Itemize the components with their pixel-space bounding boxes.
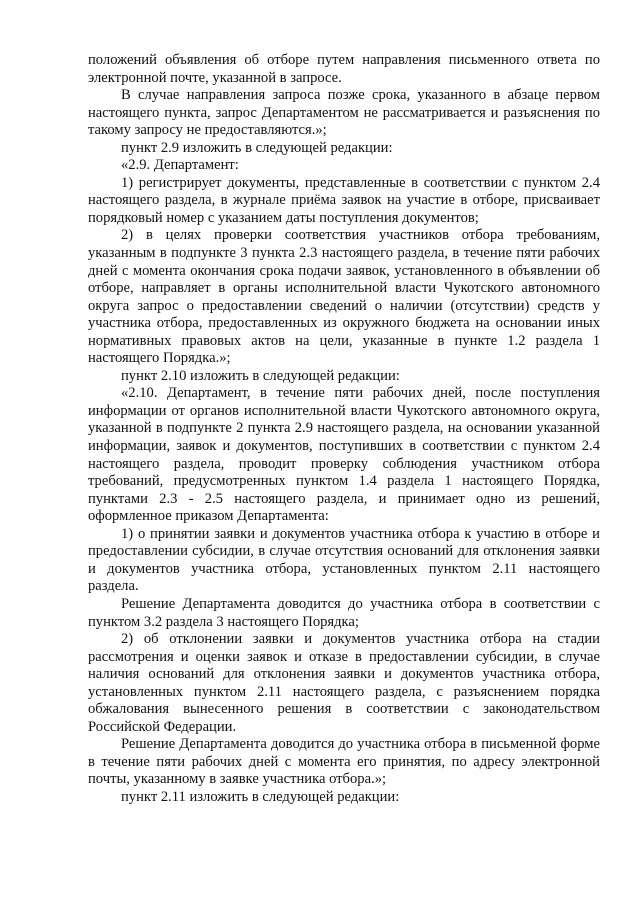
paragraph: пункт 2.11 изложить в следующей редакции: [121, 788, 400, 805]
paragraph: Решение Департамента доводится до участника отбора в письменной форме в течение пяти рабочих дней с момента его принятия, по адресу электронной почты, указанному в заявке участника отбора.»; [88, 736, 600, 788]
paragraph: «2.10. Департамент, в течение пяти рабочих дней, после поступления информации от органов исполнительной власти Чукотского автономного округа, указанной в подпункте 2 пункта 2.9 настоящего раздела, на основании указанной информации, заявок и документов, поступивших в соответствии с пунктом 2.4 настоящего раздела, проводит проверку соблюдения участником отбора требований, предусмотренных пунктом 1.4 раздела 1 настоящего Порядка, пунктами 2.3 - 2.5 настоящего раздела, и принимает одно из решений, оформленное приказом Департамента: [88, 385, 600, 525]
paragraph: пункт 2.9 изложить в следующей редакции: [121, 139, 393, 156]
paragraph: В случае направления запроса позже срока, указанного в абзаце первом настоящего пункта, запрос Департаментом не рассматривается и разъяснения по такому запросу не предоставляются.»; [88, 87, 600, 139]
paragraph: 2) в целях проверки соответствия участников отбора требованиям, указанным в подпункте 3 пункта 2.3 настоящего раздела, в течение пяти рабочих дней с момента окончания срока подачи заявок, установленного в объявлении об отборе, направляет в органы исполнительной власти Чукотского автономного округа запрос о предоставлении сведений о наличии (отсутствии) средств у участника отбора, предоставленных из окружного бюджета на основании иных нормативных правовых актов на цели, указанные в пункте 1.2 раздела 1 настоящего Порядка.»; [88, 227, 600, 367]
paragraph: пункт 2.10 изложить в следующей редакции: [121, 367, 400, 384]
paragraph: Решение Департамента доводится до участника отбора в соответствии с пунктом 3.2 раздела 3 настоящего Порядка; [88, 595, 600, 630]
paragraph: «2.9. Департамент: [121, 157, 239, 174]
paragraph: 2) об отклонении заявки и документов участника отбора на стадии рассмотрения и оценки заявок и отказе в предоставлении субсидии, в случае наличия оснований для отклонения заявки и документов участника отбора, установленных пунктом 2.11 настоящего раздела, с разъяснением порядка обжалования вынесенного решения в соответствии с законодательством Российской Федерации. [88, 631, 600, 735]
document-body [88, 52, 600, 807]
paragraph: 1) о принятии заявки и документов участника отбора к участию в отборе и предоставлении субсидии, в случае отсутствия оснований для отклонения заявки и документов участника отбора, установленных пунктом 2.11 настоящего раздела. [88, 525, 600, 595]
paragraph: положений объявления об отборе путем направления письменного ответа по электронной почте, указанной в запросе. [88, 52, 600, 86]
paragraph: 1) регистрирует документы, представленные в соответствии с пунктом 2.4 настоящего раздела, в журнале приёма заявок на участие в отборе, присваивает порядковый номер с указанием даты поступления документов; [88, 174, 600, 226]
